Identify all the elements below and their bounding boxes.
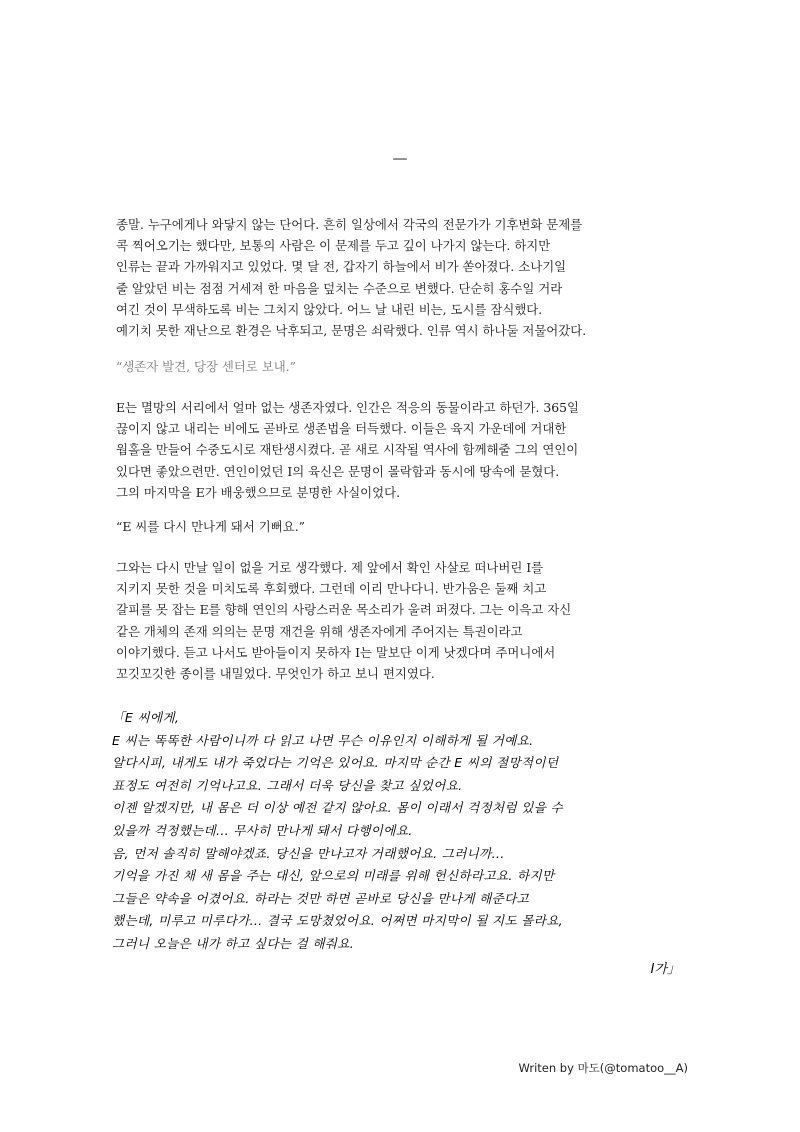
section-separator: — [392, 149, 408, 167]
text-line: 꼬깃꼬깃한 종이를 내밀었다. 무엇인가 하고 보니 편지였다. [116, 666, 435, 682]
quote-survivor-found [116, 356, 696, 377]
text-line: E는 멸망의 서리에서 얼마 없는 생존자였다. 인간은 적응의 동물이라고 하던가. 365일 [116, 400, 579, 415]
text-line: 종말. 누구에게나 와닿지 않는 단어다. 흔히 일상에서 각국의 전문가가 기후변화 문제를 [116, 217, 583, 232]
text-line: 갈피를 못 잡는 E를 향해 연인의 사랑스러운 목소리가 울려 퍼졌다. 그는 이윽고 자신 [116, 602, 572, 618]
text-line: 여긴 것이 무색하도록 비는 그치지 않았다. 어느 날 내린 비는, 도시를 잠식했다. [116, 301, 543, 317]
author-credit: Writen by 마도(@tomatoo__A) [518, 1061, 688, 1075]
letter-line: 표정도 여전히 기억나고요. 그래서 더욱 당신을 찾고 싶었어요. [112, 777, 463, 793]
dialogue-line: “생존자 발견, 당장 센터로 보내.” [116, 359, 296, 374]
letter-line: 했는데, 미루고 미루다가... 결국 도망쳤었어요. 어쩌면 마지막이 될 지도 몰라요, [112, 913, 563, 929]
letter-line: 그들은 약속을 어겼어요. 하라는 것만 하면 곧바로 당신을 만나게 해준다고 [112, 890, 529, 906]
handwritten-letter [112, 707, 702, 956]
text-line: 지키지 못한 것을 미치도록 후회했다. 그런데 이리 만나다니. 반가움은 둘째 치고 [116, 581, 547, 597]
text-line: 웜홀을 만들어 수중도시로 재탄생시켰다. 곧 새로 시작될 역사에 함께해줄 그의 연인이 [116, 442, 579, 458]
text-line: 이야기했다. 듣고 나서도 받아들이지 못하자 I는 말보단 이게 낫겠다며 주머니에서 [116, 644, 556, 660]
dialogue-line: “E 씨를 다시 만나게 돼서 기뻐요.” [116, 519, 305, 534]
text-line: 인류는 끝과 가까워지고 있었다. 몇 달 전, 갑자기 하늘에서 비가 쏟아졌다. 소나기일 [116, 259, 567, 275]
letter-line: 「E 씨에게, [112, 710, 180, 725]
text-line: 그와는 다시 만날 일이 없을 거로 생각했다. 제 앞에서 확인 사살로 떠나버린 I를 [116, 560, 544, 575]
quote-reunion [116, 516, 696, 537]
letter-signature: I가」 [650, 962, 680, 977]
text-line: 같은 개체의 존재 의의는 문명 재건을 위해 생존자에게 주어지는 특권이라고 [116, 623, 523, 639]
letter-line: 알다시피, 내게도 내가 죽었다는 기억은 있어요. 마지막 순간 E 씨의 절망적이던 [112, 755, 559, 771]
letter-line: E 씨는 똑똑한 사람이니까 다 읽고 나면 무슨 이유인지 이해하게 될 거예요. [112, 732, 534, 748]
letter-line: 음, 먼저 솔직히 말해야겠죠. 당신을 만나고자 거래했어요. 그러니까... [112, 845, 505, 861]
paragraph-survivor [116, 397, 696, 503]
paragraph-intro [116, 214, 696, 341]
letter-line: 있을까 걱정했는데... 무사히 만나게 돼서 다행이에요. [112, 822, 413, 838]
text-line: 끊이지 않고 내리는 비에도 곧바로 생존법을 터득했다. 이들은 육지 가운데에 거대한 [116, 421, 567, 437]
text-line: 있다면 좋았으련만. 연인이었던 I의 육신은 문명이 몰락함과 동시에 땅속에 묻혔다. [116, 463, 560, 479]
letter-line: 그러니 오늘은 내가 하고 싶다는 걸 해줘요. [112, 935, 355, 951]
text-line: 줄 알았던 비는 점점 거세져 한 마음을 덮치는 수준으로 변했다. 단순히 홍수일 거라 [116, 280, 563, 296]
paragraph-reunion [116, 557, 696, 684]
text-line: 그의 마지막을 E가 배웅했으므로 분명한 사실이었다. [116, 484, 401, 500]
text-line: 콕 찍어오기는 했다만, 보통의 사람은 이 문제를 두고 깊이 나가지 않는다. 하지만 [116, 238, 551, 254]
letter-line: 기억을 가진 채 새 몸을 주는 대신, 앞으로의 미래를 위해 헌신하라고요. 하지만 [112, 868, 555, 884]
letter-line: 이젠 알겠지만, 내 몸은 더 이상 예전 같지 않아요. 몸이 이래서 걱정처럼 있을 수 [112, 800, 563, 816]
text-line: 예기치 못한 재난으로 환경은 낙후되고, 문명은 쇠락했다. 인류 역시 하나둘 저물어갔다. [116, 323, 587, 339]
